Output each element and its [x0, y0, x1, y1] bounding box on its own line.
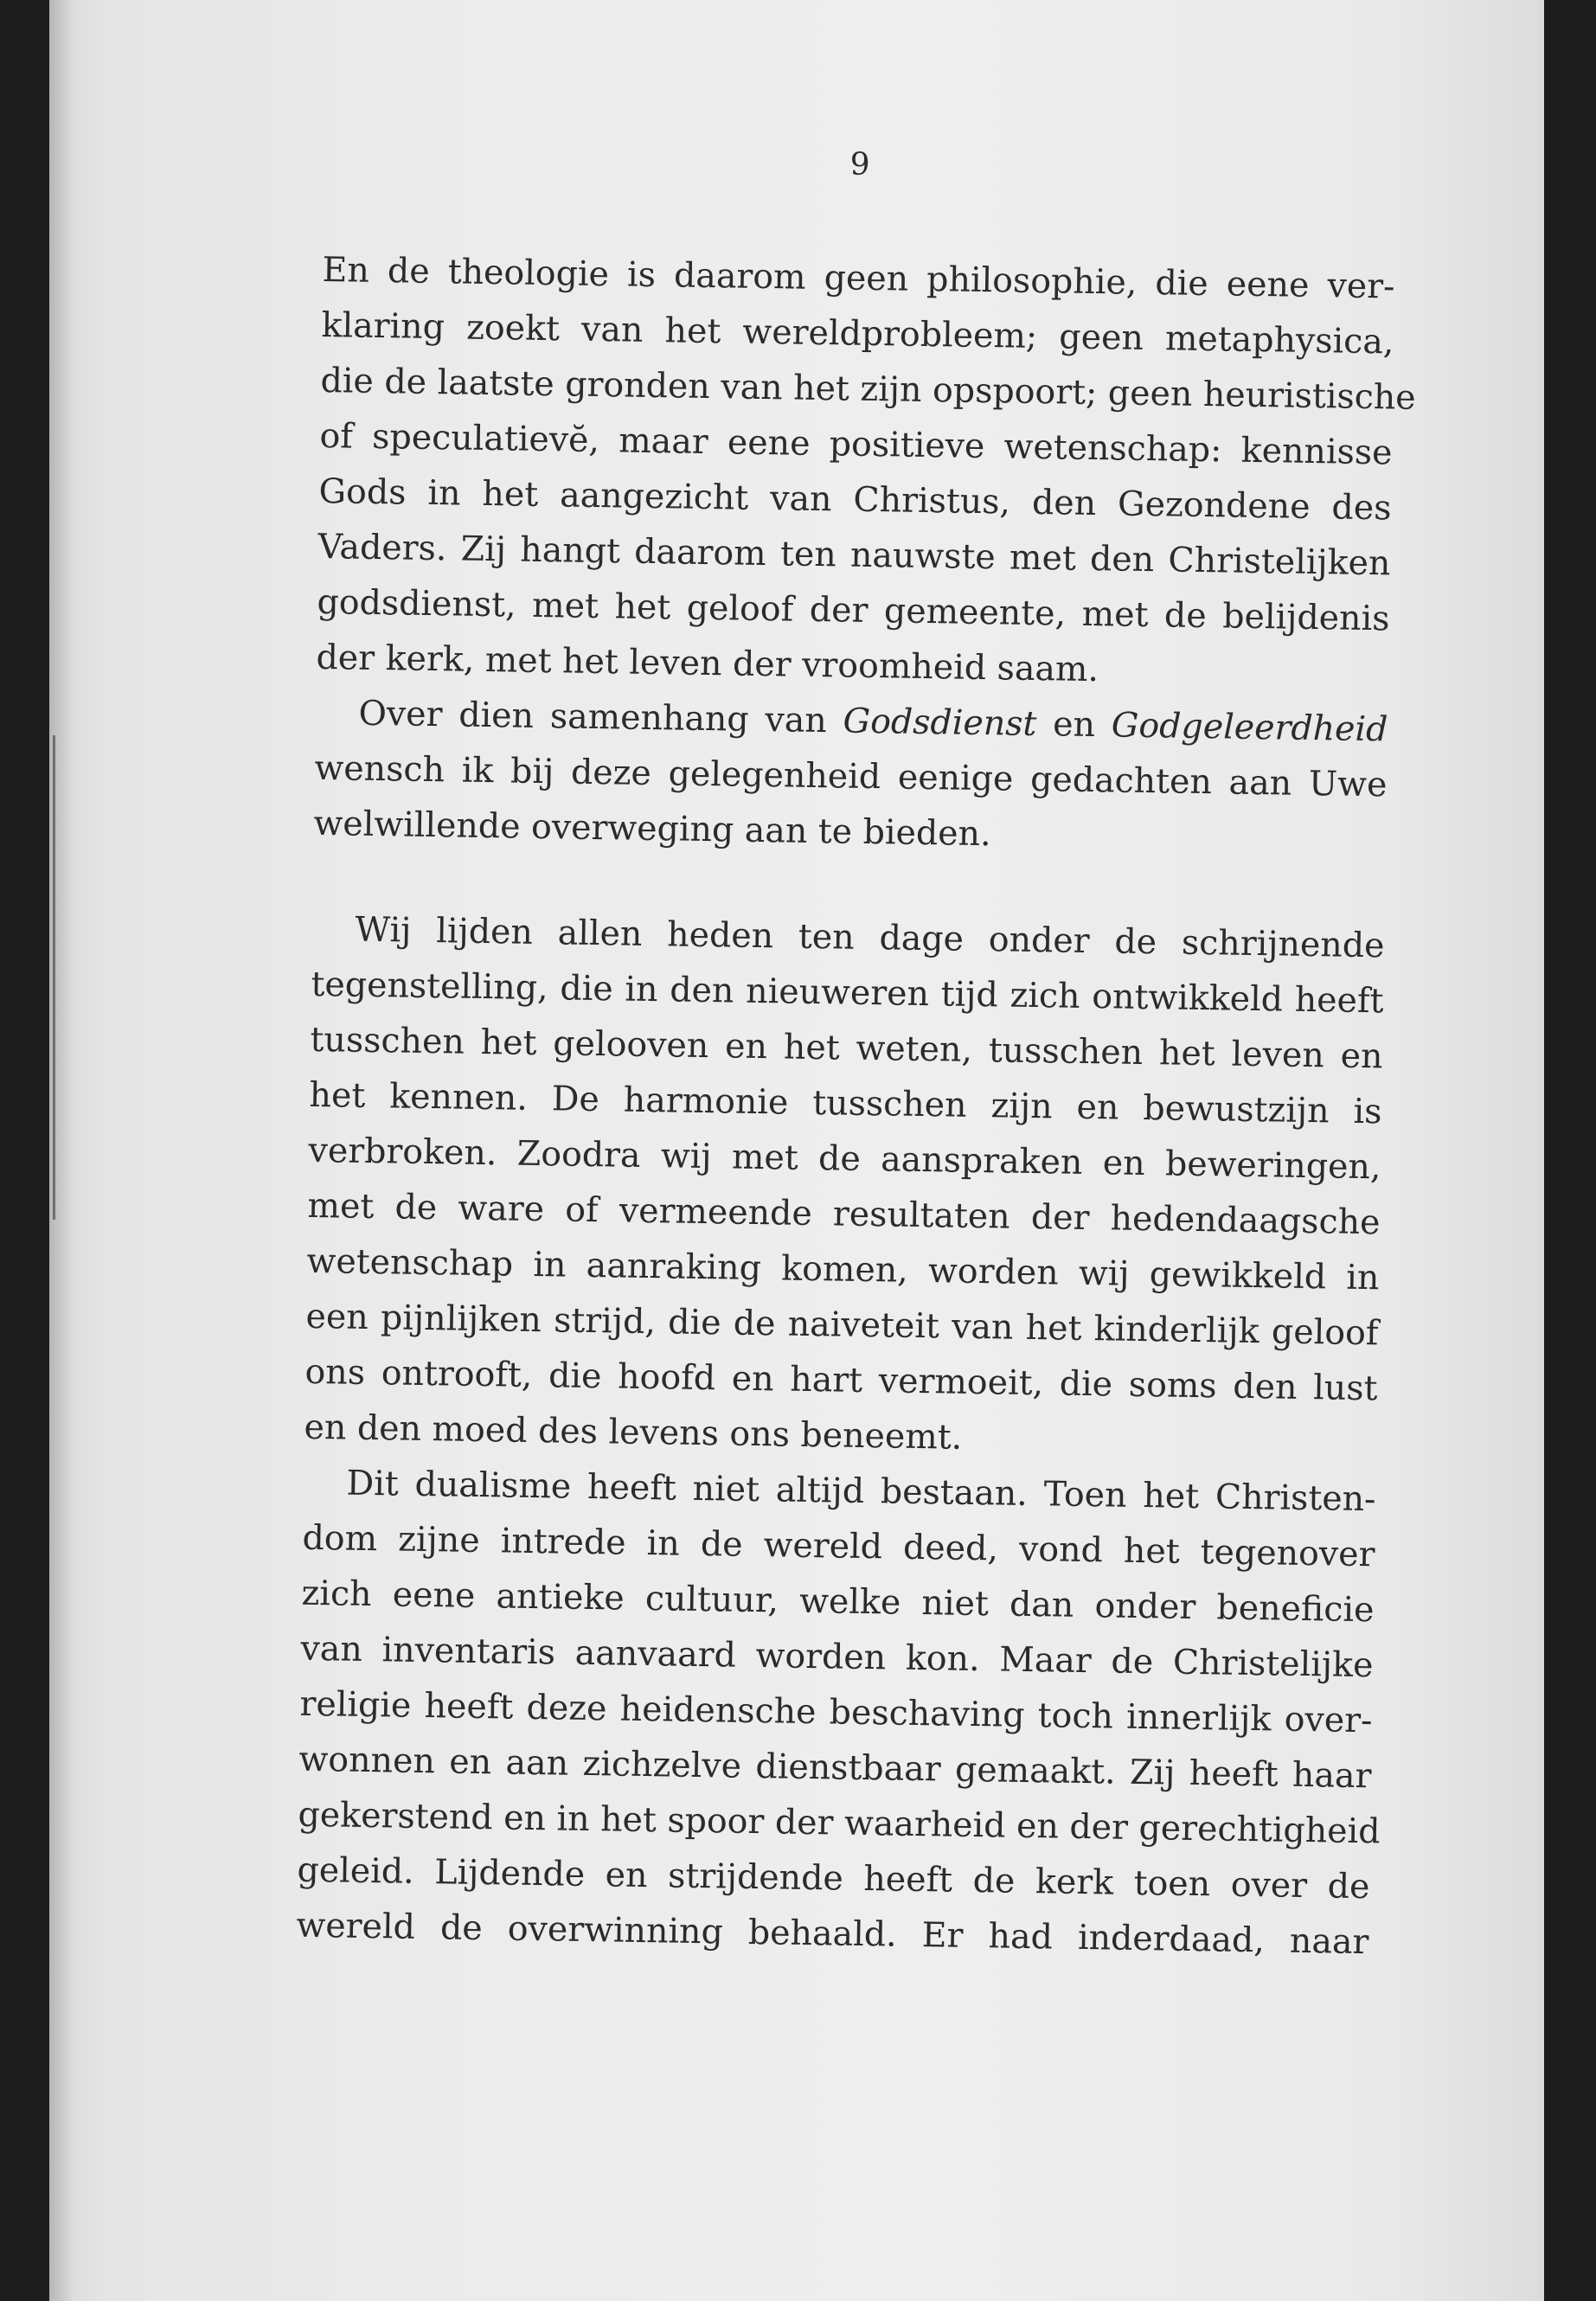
paragraph-1 [316, 242, 1416, 702]
text-line: geleid. Lijdende en strijdende heeft de kerk toen over de [297, 1849, 1370, 1907]
text-line: van inventaris aanvaard worden kon. Maar de Christelijke [300, 1628, 1374, 1686]
text-line: Gods in het aangezicht van Christus, den Gezondene des [318, 471, 1392, 529]
text-line: wereld de overwinning behaald. Er had inderdaad, naar [296, 1905, 1369, 1963]
text-line: klaring zoekt van het wereldprobleem; geen metaphysica, [321, 304, 1394, 362]
text-line: godsdienst, met het geloof der gemeente, met de belijdenis [317, 581, 1390, 639]
text-line: met de ware of vermeende resultaten der hedendaagsche [307, 1185, 1381, 1243]
text-line: ons ontrooft, die hoofd en hart vermoeit, die soms den lust [304, 1351, 1378, 1409]
paragraph-4 [296, 1455, 1381, 1970]
italic-term-godgeleerdheid: Godgeleerdheid [1111, 705, 1388, 750]
text-line: die de laatste gronden van het zijn opspoort; geen heuristische [320, 360, 1416, 418]
text-line: zich eene antieke cultuur, welke niet dan onder beneficie [301, 1573, 1375, 1631]
text-line: verbroken. Zoodra wij met de aanspraken en beweringen, [308, 1130, 1381, 1188]
margin-mark [53, 735, 55, 1220]
text-line: wetenschap in aanraking komen, worden wij gewikkeld in [306, 1240, 1380, 1298]
text-line: Wij lijden allen heden ten dage onder de schrijnende [355, 909, 1385, 966]
text-line: tegenstelling, die in den nieuweren tijd zich ontwikkeld heeft [311, 964, 1384, 1022]
text-line: welwillende overweging aan te bieden. [313, 803, 991, 855]
text-line: wonnen en aan zichzelve dienstbaar gemaakt. Zij heeft haar [298, 1739, 1372, 1797]
text-line: en den moed des levens ons beneemt. [304, 1407, 963, 1458]
italic-term-godsdienst: Godsdienst [843, 701, 1037, 745]
paragraph-3 [304, 901, 1385, 1471]
line-text: en [1036, 704, 1112, 746]
text-line: Dit dualisme heeft niet altijd bestaan. Toen het Christen- [346, 1463, 1376, 1520]
line-text: Over dien samenhang van [358, 693, 843, 741]
page-text [296, 138, 1416, 1970]
text-line: een pijnlijken strijd, die de naiveteit van het kinderlijk geloof [305, 1296, 1379, 1354]
text-line: of speculatievĕ, maar eene positieve wetenschap: kennisse [319, 415, 1393, 473]
text-line: het kennen. De harmonie tusschen zijn en bewustzijn is [309, 1074, 1382, 1132]
text-line: En de theologie is daarom geen philosophie, die eene ver- [322, 249, 1395, 307]
text-line: dom zijne intrede in de wereld deed, vond het tegenover [302, 1517, 1375, 1575]
text-line: der kerk, met het leven der vroomheid saam. [316, 637, 1099, 690]
text-line: gekerstend en in het spoor der waarheid en der gerechtigheid [298, 1794, 1381, 1852]
text-line: wensch ik bij deze gelegenheid eenige gedachten aan Uwe [314, 747, 1388, 805]
text-line: Vaders. Zij hangt daarom ten nauwste met den Christelijken [317, 526, 1391, 584]
paragraph-2 [313, 685, 1388, 868]
text-line: religie heeft deze heidensche beschaving toch innerlijk over- [299, 1683, 1373, 1741]
text-line: tusschen het gelooven en het weten, tusschen het leven en [310, 1019, 1383, 1077]
page-number: 9 [849, 146, 871, 183]
